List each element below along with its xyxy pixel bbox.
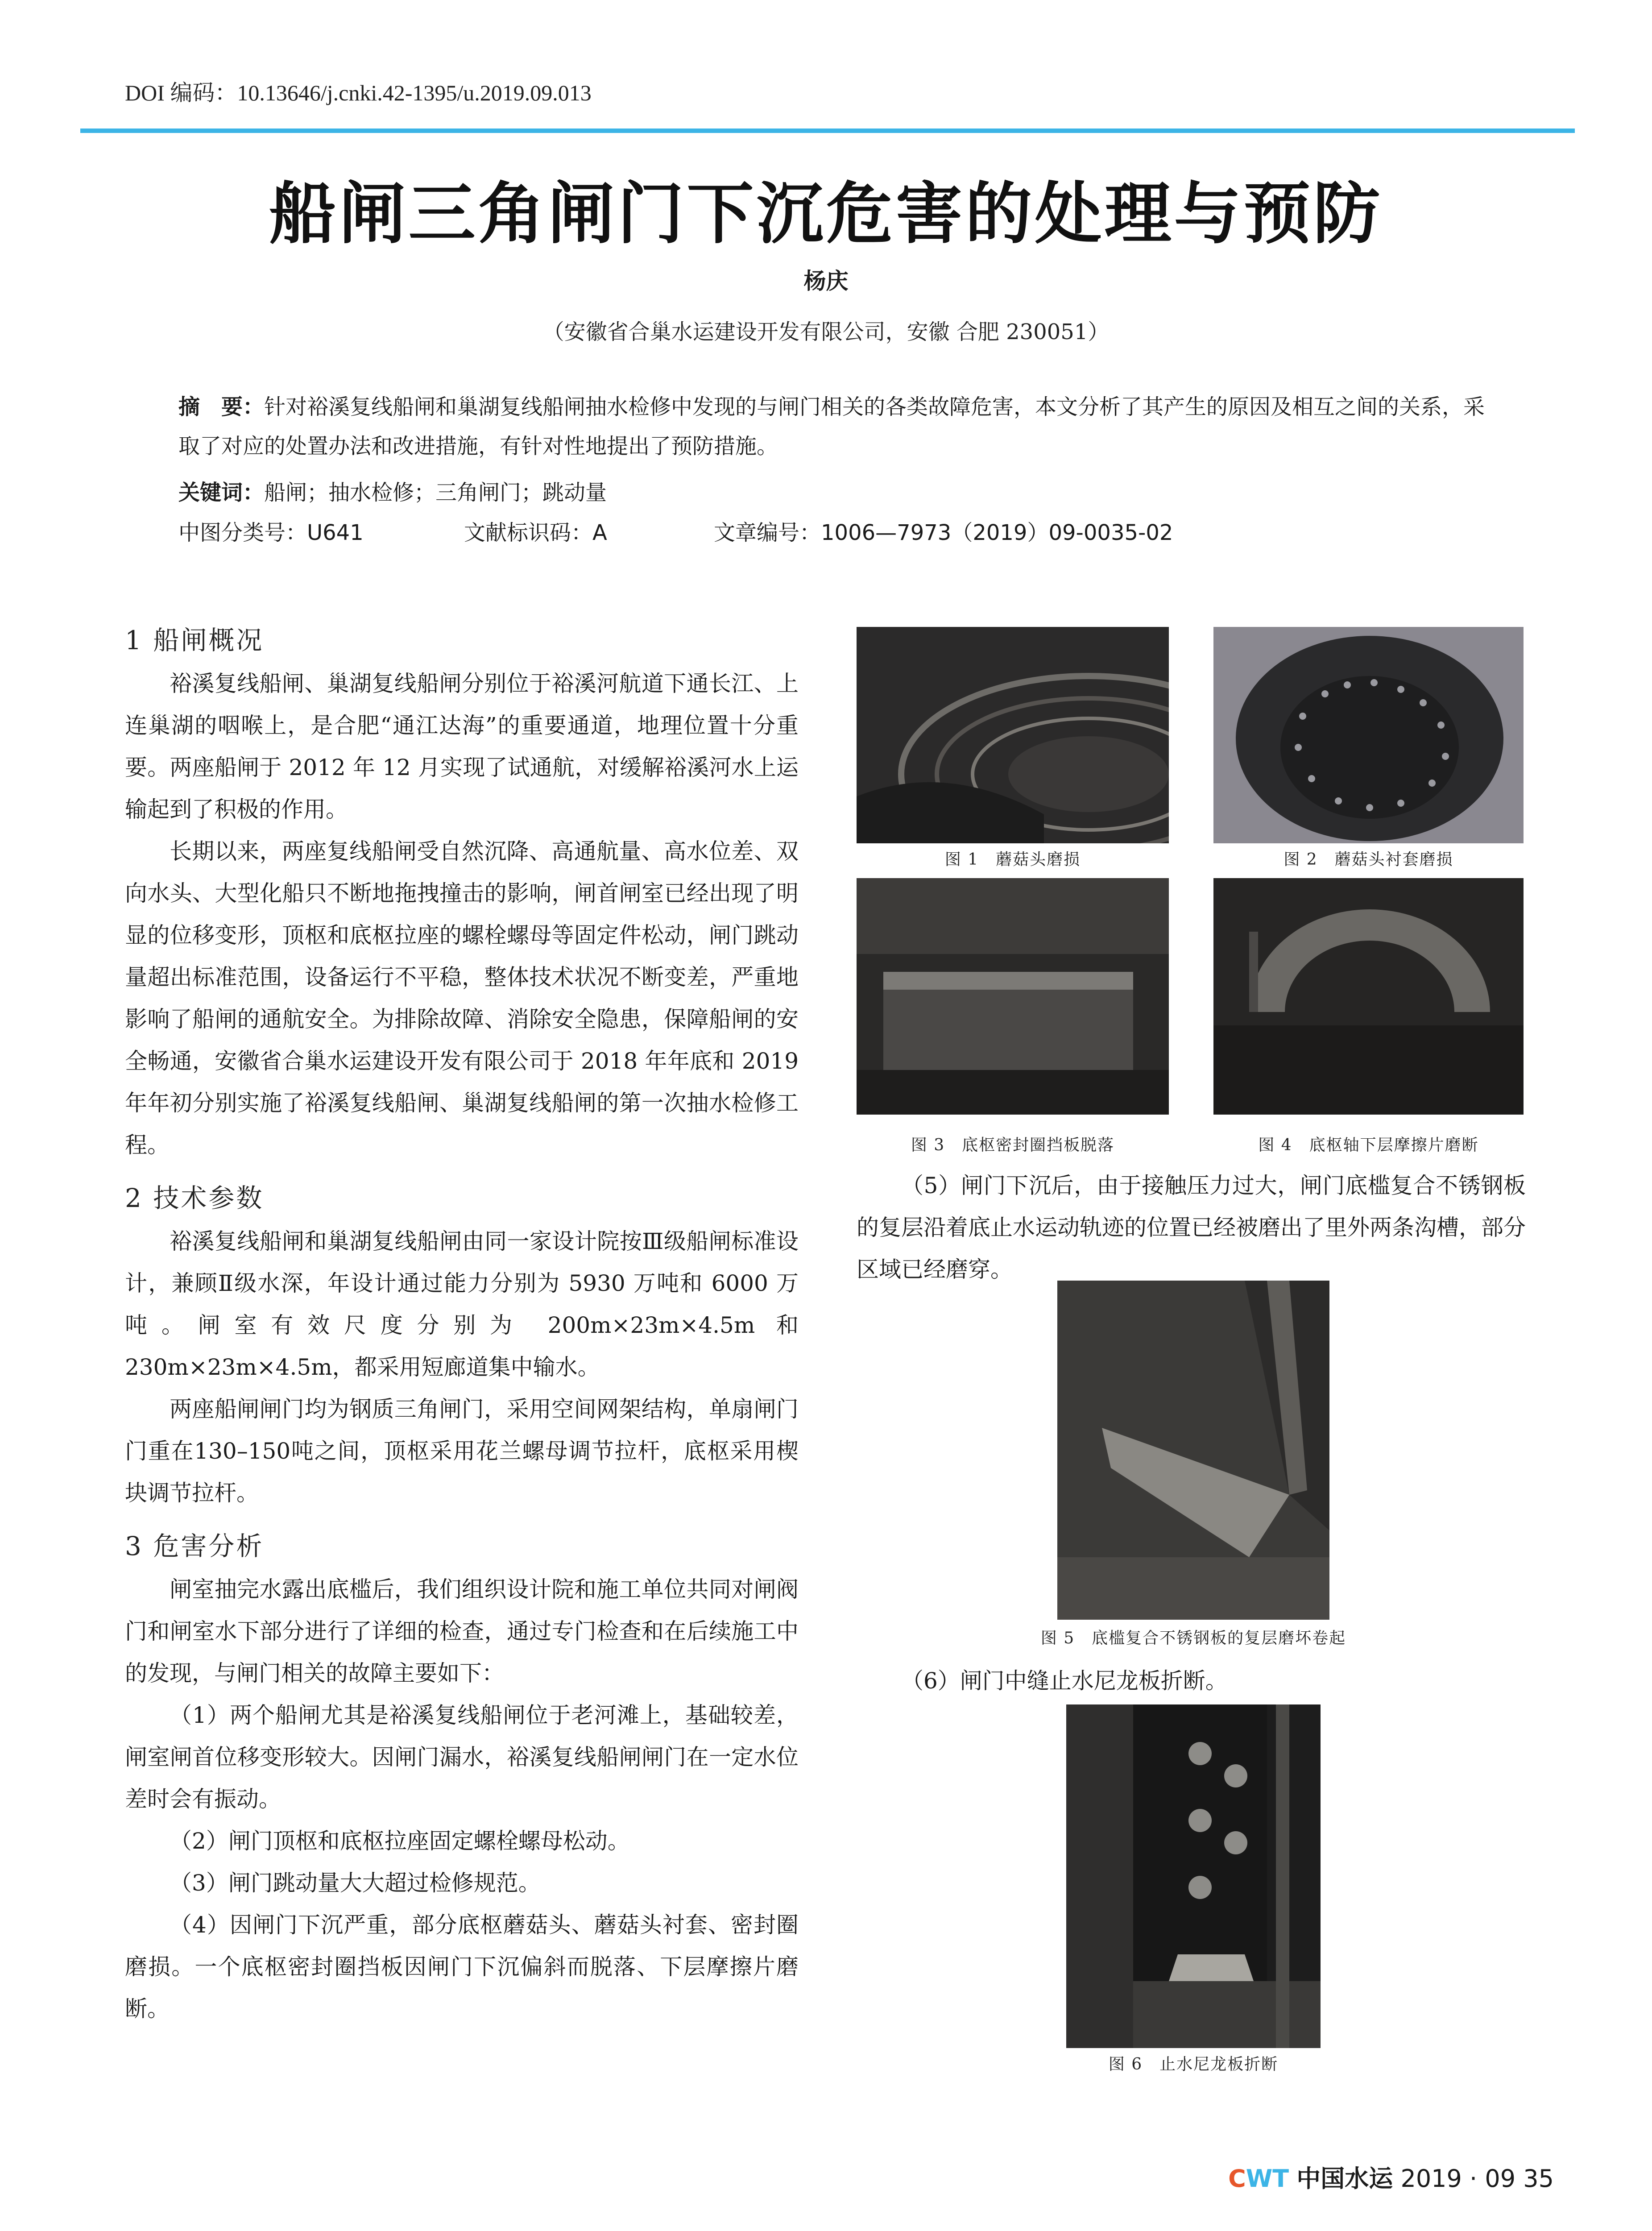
author: 杨庆 xyxy=(803,268,849,294)
journal-name: 中国水运 xyxy=(1296,2164,1393,2193)
figure-2-photo xyxy=(1213,627,1524,843)
header-rule xyxy=(80,129,1575,133)
figure-4-photo xyxy=(1213,878,1524,1115)
list-item-6 xyxy=(857,1660,1526,1702)
keywords-text: 船闸；抽水检修；三角闸门；跳动量 xyxy=(264,480,607,505)
section-heading-1: 1 船闸概况 xyxy=(125,625,264,655)
journal-logo-c: C xyxy=(1228,2165,1246,2193)
affiliation: （安徽省合巢水运建设开发有限公司，安徽 合肥 230051） xyxy=(542,319,1110,344)
figure-6-caption: 图 6 止水尼龙板折断 xyxy=(1108,2055,1279,2073)
page-number: 35 xyxy=(1523,2165,1554,2193)
abstract-text: 针对裕溪复线船闸和巢湖复线船闸抽水检修中发现的与闸门相关的各类故障危害，本文分析了其产生的原因及相互之间的关系，采取了对应的处置办法和改进措施，有针对性地提出了预防措施。 xyxy=(178,394,1485,459)
abstract xyxy=(178,387,1486,466)
abstract-label: 摘 要： xyxy=(178,394,265,419)
figure-3-caption: 图 3 底枢密封圈挡板脱落 xyxy=(911,1136,1115,1154)
issue: 2019 · 09 xyxy=(1400,2165,1516,2193)
figure-5-caption: 图 5 底槛复合不锈钢板的复层磨坏卷起 xyxy=(1040,1629,1346,1647)
figure-6-photo xyxy=(1066,1704,1321,2048)
clc-number: 中图分类号：U641 xyxy=(178,520,364,545)
paragraph: 裕溪复线船闸、巢湖复线船闸分别位于裕溪河航道下通长江、上连巢湖的咽喉上，是合肥“通江达海”的重要通道，地理位置十分重要。两座船闸于 2012 年 12 月实现了试通航，对缓解裕溪河水上运输起到了积极的作用。 xyxy=(125,671,799,822)
left-column xyxy=(125,618,799,2030)
paragraph: 闸室抽完水露出底槛后，我们组织设计院和施工单位共同对闸阀门和闸室水下部分进行了详细的检查，通过专门检查和在后续施工中的发现，与闸门相关的故障主要如下： xyxy=(125,1576,799,1686)
list-item-5 xyxy=(857,1165,1526,1290)
paragraph: 裕溪复线船闸和巢湖复线船闸由同一家设计院按Ⅲ级船闸标准设计，兼顾Ⅱ级水深，年设计通过能力分别为 5930 万吨和 6000 万吨。闸室有效尺度分别为 200m×23m×4.5m 和 230m×23m×4.5m，都采用短廊道集中输水。 xyxy=(125,1228,799,1380)
article-title: 船闸三角闸门下沉危害的处理与预防 xyxy=(269,174,1383,253)
paragraph: 两座船闸闸门均为钢质三角闸门，采用空间网架结构，单扇闸门门重在130–150吨之间，顶枢采用花兰螺母调节拉杆，底枢采用楔块调节拉杆。 xyxy=(125,1396,799,1506)
figure-3-photo xyxy=(857,878,1169,1115)
list-item: （1）两个船闸尤其是裕溪复线船闸位于老河滩上，基础较差，闸室闸首位移变形较大。因闸门漏水，裕溪复线船闸闸门在一定水位差时会有振动。 xyxy=(125,1702,799,1812)
list-item: （4）因闸门下沉严重，部分底枢蘑菇头、蘑菇头衬套、密封圈磨损。一个底枢密封圈挡板因闸门下沉偏斜而脱落、下层摩擦片磨断。 xyxy=(125,1912,799,2022)
section-heading-2: 2 技术参数 xyxy=(125,1183,264,1213)
figure-2-caption: 图 2 蘑菇头衬套磨损 xyxy=(1284,850,1453,869)
page-footer xyxy=(1228,2160,1554,2194)
section-heading-3: 3 危害分析 xyxy=(125,1531,264,1561)
list-item: （6）闸门中缝止水尼龙板折断。 xyxy=(901,1668,1228,1694)
figure-5-photo xyxy=(1057,1281,1329,1620)
journal-logo-wt: WT xyxy=(1246,2165,1289,2193)
document-code: 文献标识码：A xyxy=(464,520,607,545)
keywords-label: 关键词： xyxy=(178,480,265,505)
list-item: （2）闸门顶枢和底枢拉座固定螺栓螺母松动。 xyxy=(170,1828,630,1854)
list-item: （3）闸门跳动量大大超过检修规范。 xyxy=(170,1870,541,1896)
figure-1-photo xyxy=(857,627,1169,843)
list-item: （5）闸门下沉后，由于接触压力过大，闸门底槛复合不锈钢板的复层沿着底止水运动轨迹的位置已经被磨出了里外两条沟槽，部分区域已经磨穿。 xyxy=(857,1173,1526,1282)
classification-line xyxy=(178,513,1486,552)
figure-1-caption: 图 1 蘑菇头磨损 xyxy=(944,850,1081,869)
article-number: 文章编号：1006—7973（2019）09-0035-02 xyxy=(714,520,1173,545)
keywords xyxy=(178,473,1486,512)
doi-line: DOI 编码：10.13646/j.cnki.42-1395/u.2019.09.013 xyxy=(125,80,592,105)
paragraph: 长期以来，两座复线船闸受自然沉降、高通航量、高水位差、双向水头、大型化船只不断地拖拽撞击的影响，闸首闸室已经出现了明显的位移变形，顶枢和底枢拉座的螺栓螺母等固定件松动，闸门跳动量超出标准范围，设备运行不平稳，整体技术状况不断变差，严重地影响了船闸的通航安全。为排除故障、消除安全隐患，保障船闸的安全畅通，安徽省合巢水运建设开发有限公司于 2018 年年底和 2019 年年初分别实施了裕溪复线船闸、巢湖复线船闸的第一次抽水检修工程。 xyxy=(125,838,799,1158)
figure-4-caption: 图 4 底枢轴下层摩擦片磨断 xyxy=(1258,1136,1479,1154)
